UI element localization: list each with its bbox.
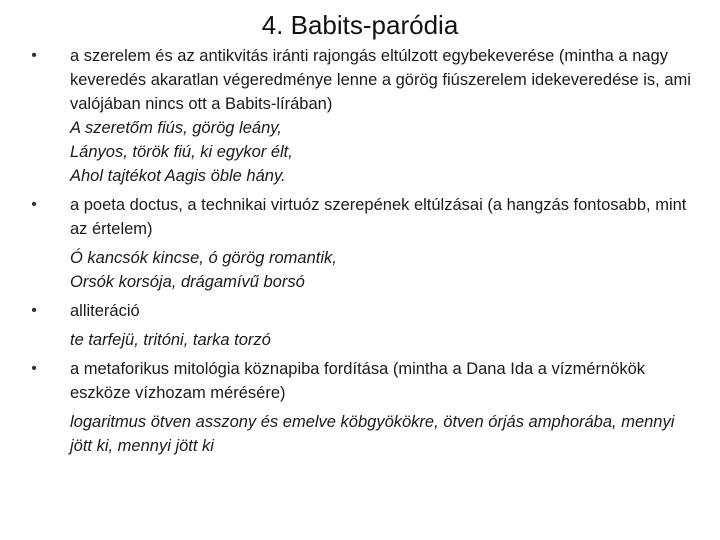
bullet-text: a metaforikus mitológia köznapiba fordítása (mintha a Dana Ida a vízmérnökök eszköze vízhozam mérésére) [70,360,646,402]
slide-title: 4. Babits-paródia [261,10,459,40]
bullet-text: a poeta doctus, a technikai virtuóz szerepének eltúlzásai (a hangzás fontosabb, mint az értelem) [70,196,687,238]
quote-line: Lányos, török fiú, ki egykor élt, [70,143,293,161]
bullet-dot-icon: • [31,47,37,64]
quote-line: Orsók korsója, drágamívű borsó [70,273,305,291]
bullet-list [24,44,700,458]
list-item [24,357,700,405]
quote-line: Ahol tajtékot Aagis öble hány. [70,167,286,185]
bullet-dot-icon: • [31,196,37,213]
list-item [24,44,700,116]
bullet-text: alliteráció [70,302,140,320]
bullet-dot-icon: • [31,360,37,377]
bullet-dot-icon: • [31,302,37,319]
quote-line: te tarfejü, tritóni, tarka torzó [70,331,271,349]
list-item [24,193,700,241]
quote-line: logaritmus ötven asszony és emelve köbgyökökre, ötven órjás amphorába, mennyi jött ki, mennyi jött ki [70,413,675,455]
quote-line: Ó kancsók kincse, ó görög romantik, [70,249,337,267]
list-item [24,299,700,323]
quote-line: A szeretőm fiús, görög leány, [70,119,282,137]
bullet-text: a szerelem és az antikvitás iránti rajongás eltúlzott egybekeverése (mintha a nagy keveredés akaratlan végeredménye lenne a görög fiúszerelem idekeveredése is, ami valójában nincs ott a Babits-lírában) [70,47,691,113]
